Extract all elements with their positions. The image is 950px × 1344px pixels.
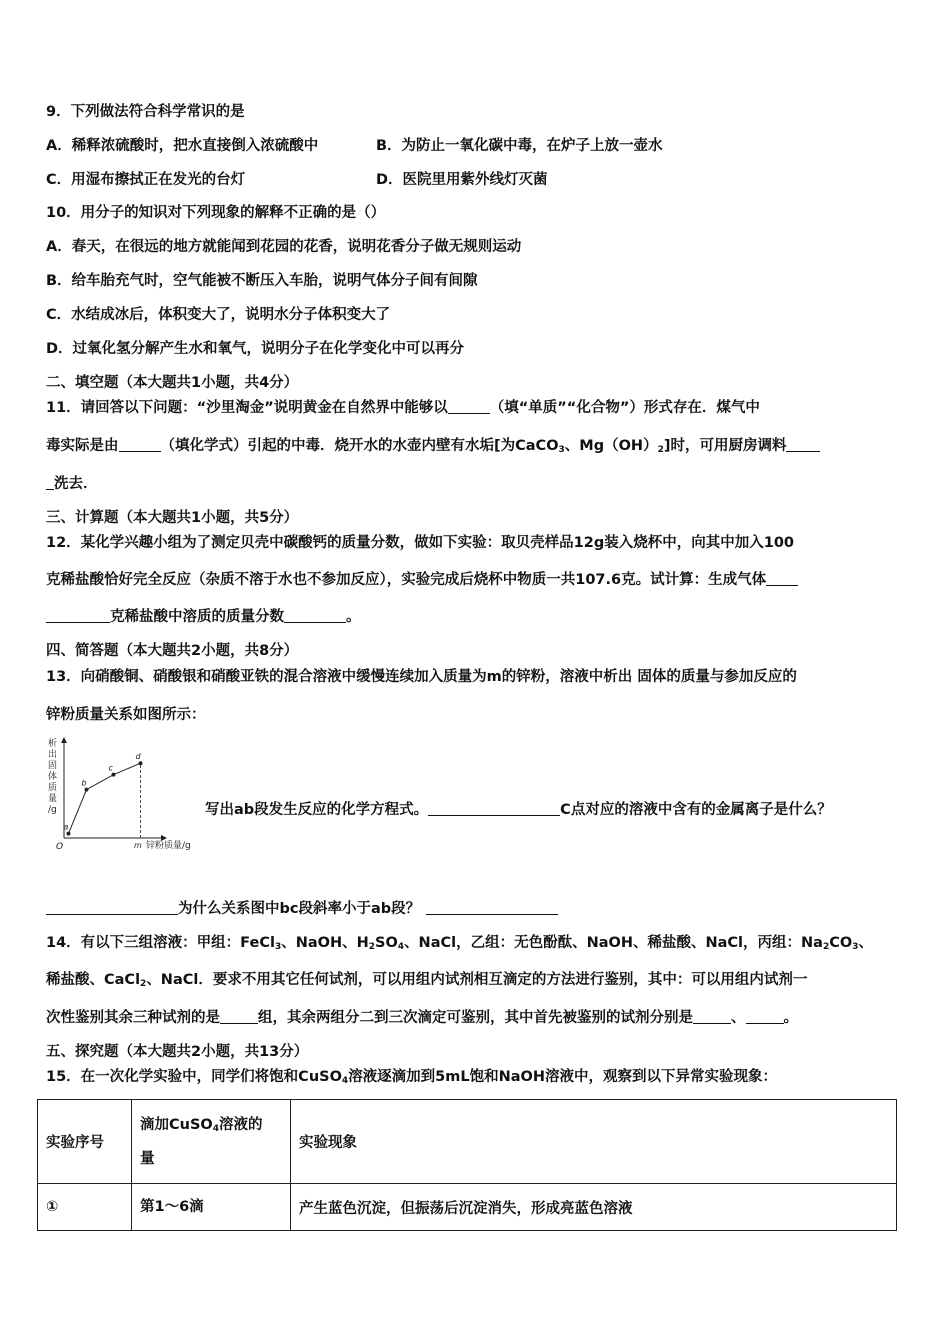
q14-text: 稀盐酸、CaCl bbox=[46, 972, 141, 988]
q11-line2 bbox=[46, 436, 820, 460]
answer-blank bbox=[46, 608, 110, 623]
answer-blank bbox=[426, 900, 558, 915]
section-heading-calculation: 三、计算题（本大题共1小题，共5分） bbox=[46, 510, 299, 526]
answer-blank bbox=[693, 1009, 731, 1024]
section-heading-short-answer: 四、简答题（本大题共2小题，共8分） bbox=[46, 643, 299, 659]
answer-blank bbox=[284, 608, 346, 623]
table-header-cell: 实验现象 bbox=[291, 1100, 897, 1184]
subscript: 4 bbox=[212, 1123, 219, 1134]
graph-m-label: m bbox=[134, 841, 142, 850]
subscript: 2 bbox=[822, 942, 830, 952]
answer-blank bbox=[428, 801, 560, 816]
q10-option-b: B．给车胎充气时，空气能被不断压入车胎，说明气体分子间有间隙 bbox=[46, 273, 478, 289]
q12-text: 克稀盐酸中溶质的质量分数 bbox=[110, 609, 284, 625]
q12-line3 bbox=[46, 607, 361, 627]
q13-line3 bbox=[205, 800, 832, 820]
graph-y-label-char: 质 bbox=[48, 783, 58, 793]
q11-line3 bbox=[46, 474, 98, 494]
table-header-row bbox=[38, 1100, 897, 1184]
q10-option-d: D．过氧化氢分解产生水和氧气，说明分子在化学变化中可以再分 bbox=[46, 341, 465, 357]
q14-text: 次性鉴别其余三种试剂的是 bbox=[46, 1010, 220, 1026]
table-header-cell bbox=[132, 1100, 291, 1184]
subscript: 2 bbox=[140, 979, 147, 989]
q15-text: 15．在一次化学实验中，同学们将饱和CuSO bbox=[46, 1069, 342, 1085]
q13-text: 写出ab段发生反应的化学方程式。 bbox=[205, 802, 429, 818]
q10-stem: 10．用分子的知识对下列现象的解释不正确的是（） bbox=[46, 205, 386, 221]
q11-line1 bbox=[46, 398, 760, 418]
q9-option-d: D．医院里用紫外线灯灭菌 bbox=[376, 172, 548, 188]
q14-text: 、NaCl，乙组：无色酚酞、NaOH、稀盐酸、NaCl，丙组：Na bbox=[404, 935, 823, 951]
q11-text: 、Mg（OH） bbox=[564, 438, 658, 454]
q13-line2: 锌粉质量关系如图所示： bbox=[46, 707, 206, 723]
subscript: 2 bbox=[368, 942, 376, 952]
subscript: 4 bbox=[397, 942, 405, 952]
q9-option-a: A．稀释浓硫酸时，把水直接倒入浓硫酸中 bbox=[46, 138, 319, 154]
subscript: 2 bbox=[657, 445, 664, 455]
q14-text: 。 bbox=[783, 1010, 798, 1026]
answer-blank bbox=[220, 1009, 258, 1024]
q15-stem bbox=[46, 1067, 777, 1091]
q14-text: 组，其余两组分二到三次滴定可鉴别，其中首先被鉴别的试剂分别是 bbox=[258, 1010, 693, 1026]
q11-text: 洗去． bbox=[54, 476, 98, 492]
graph-point-c bbox=[112, 773, 116, 777]
q14-line1 bbox=[46, 933, 873, 957]
subscript: 3 bbox=[274, 942, 282, 952]
graph-point-a bbox=[67, 832, 71, 836]
subscript: 3 bbox=[558, 445, 565, 455]
experiment-table bbox=[37, 1099, 897, 1231]
table-row bbox=[38, 1184, 897, 1231]
reaction-graph bbox=[46, 734, 206, 852]
answer-blank bbox=[46, 900, 178, 915]
graph-point-label-c: c bbox=[108, 763, 113, 773]
q14-line3 bbox=[46, 1008, 798, 1028]
graph-y-label-char: 析 bbox=[48, 739, 58, 749]
answer-blank bbox=[448, 399, 490, 414]
table-cell: 产生蓝色沉淀，但振荡后沉淀消失，形成亮蓝色溶液 bbox=[291, 1184, 897, 1231]
q11-text: （填化学式）引起的中毒．烧开水的水壶内壁有水垢[为CaCO bbox=[160, 438, 559, 454]
answer-blank bbox=[786, 437, 820, 452]
graph-x-label: 锌粉质量/g bbox=[146, 841, 191, 851]
graph-y-label-char: /g bbox=[48, 805, 57, 815]
section-heading-inquiry: 五、探究题（本大题共2小题，共13分） bbox=[46, 1044, 309, 1060]
graph-point-b bbox=[85, 788, 89, 792]
q15-text: 溶液逐滴加到5mL饱和NaOH溶液中，观察到以下异常实验现象： bbox=[348, 1069, 778, 1085]
q11-text: 11．请回答以下问题：“沙里淘金”说明黄金在自然界中能够以 bbox=[46, 400, 448, 416]
answer-blank bbox=[746, 1009, 784, 1024]
q14-text: CO bbox=[829, 935, 853, 951]
graph-point-label-b: b bbox=[81, 778, 87, 788]
q10-option-a: A．春天，在很远的地方就能闻到花园的花香，说明花香分子做无规则运动 bbox=[46, 239, 522, 255]
graph-y-label-char: 固 bbox=[48, 761, 58, 771]
header-text: 溶液的 bbox=[219, 1116, 263, 1133]
q9-stem: 9．下列做法符合科学常识的是 bbox=[46, 104, 245, 120]
q14-text: 、NaCl．要求不用其它任何试剂，可以用组内试剂相互滴定的方法进行鉴别，其中：可以用组内试剂一 bbox=[146, 972, 808, 988]
q11-text: 毒实际是由 bbox=[46, 438, 119, 454]
q14-line2 bbox=[46, 970, 807, 994]
q11-text: （填“单质”“化合物”）形式存在．煤气中 bbox=[489, 400, 760, 416]
graph-y-label-char: 体 bbox=[48, 772, 58, 782]
q12-line1: 12．某化学兴趣小组为了测定贝壳中碳酸钙的质量分数，做如下实验：取贝壳样品12g装入烧杯中，向其中加入100 bbox=[46, 535, 794, 551]
q9-option-b: B．为防止一氧化碳中毒，在炉子上放一壶水 bbox=[376, 138, 663, 154]
graph-line bbox=[69, 763, 141, 833]
graph-y-label-char: 量 bbox=[48, 794, 58, 804]
q14-text: 、 bbox=[731, 1010, 746, 1026]
graph-point-label-a: a bbox=[63, 822, 69, 832]
graph-point-d bbox=[139, 761, 143, 765]
q11-text: ]时，可用厨房调料 bbox=[663, 438, 787, 454]
q14-text: SO bbox=[375, 935, 398, 951]
graph-y-label-char: 出 bbox=[48, 750, 58, 760]
q14-text: 、 bbox=[858, 935, 873, 951]
subscript: 4 bbox=[341, 1076, 349, 1086]
table-cell: ① bbox=[38, 1184, 132, 1231]
header-text: 滴加CuSO bbox=[140, 1116, 213, 1133]
q12-text: 。 bbox=[346, 609, 361, 625]
q13-line1: 13．向硝酸铜、硝酸银和硝酸亚铁的混合溶液中缓慢连续加入质量为m的锌粉，溶液中析出 固体的质量与参加反应的 bbox=[46, 669, 797, 685]
q14-text: 14．有以下三组溶液：甲组：FeCl bbox=[46, 935, 275, 951]
answer-blank bbox=[766, 571, 798, 586]
table-cell: 第1～6滴 bbox=[132, 1184, 291, 1231]
q12-line2 bbox=[46, 570, 798, 590]
table-header-cell: 实验序号 bbox=[38, 1100, 132, 1184]
subscript: 3 bbox=[852, 942, 859, 952]
q13-text: 为什么关系图中bc段斜率小于ab段？ bbox=[178, 901, 421, 917]
section-heading-fill-in: 二、填空题（本大题共1小题，共4分） bbox=[46, 375, 299, 391]
graph-point-label-d: d bbox=[135, 752, 141, 762]
q14-text: 、NaOH、H bbox=[281, 935, 369, 951]
q9-option-c: C．用湿布擦拭正在发光的台灯 bbox=[46, 172, 246, 188]
q13-line4 bbox=[46, 899, 558, 919]
answer-blank bbox=[46, 475, 54, 490]
header-text: 量 bbox=[140, 1150, 155, 1167]
answer-blank bbox=[119, 437, 161, 452]
q10-option-c: C．水结成冰后，体积变大了，说明水分子体积变大了 bbox=[46, 307, 391, 323]
q13-text: C点对应的溶液中含有的金属离子是什么？ bbox=[560, 802, 832, 818]
graph-origin-label: O bbox=[56, 842, 64, 852]
q12-text: 克稀盐酸恰好完全反应（杂质不溶于水也不参加反应），实验完成后烧杯中物质一共107.6克。试计算：生成气体 bbox=[46, 572, 767, 588]
